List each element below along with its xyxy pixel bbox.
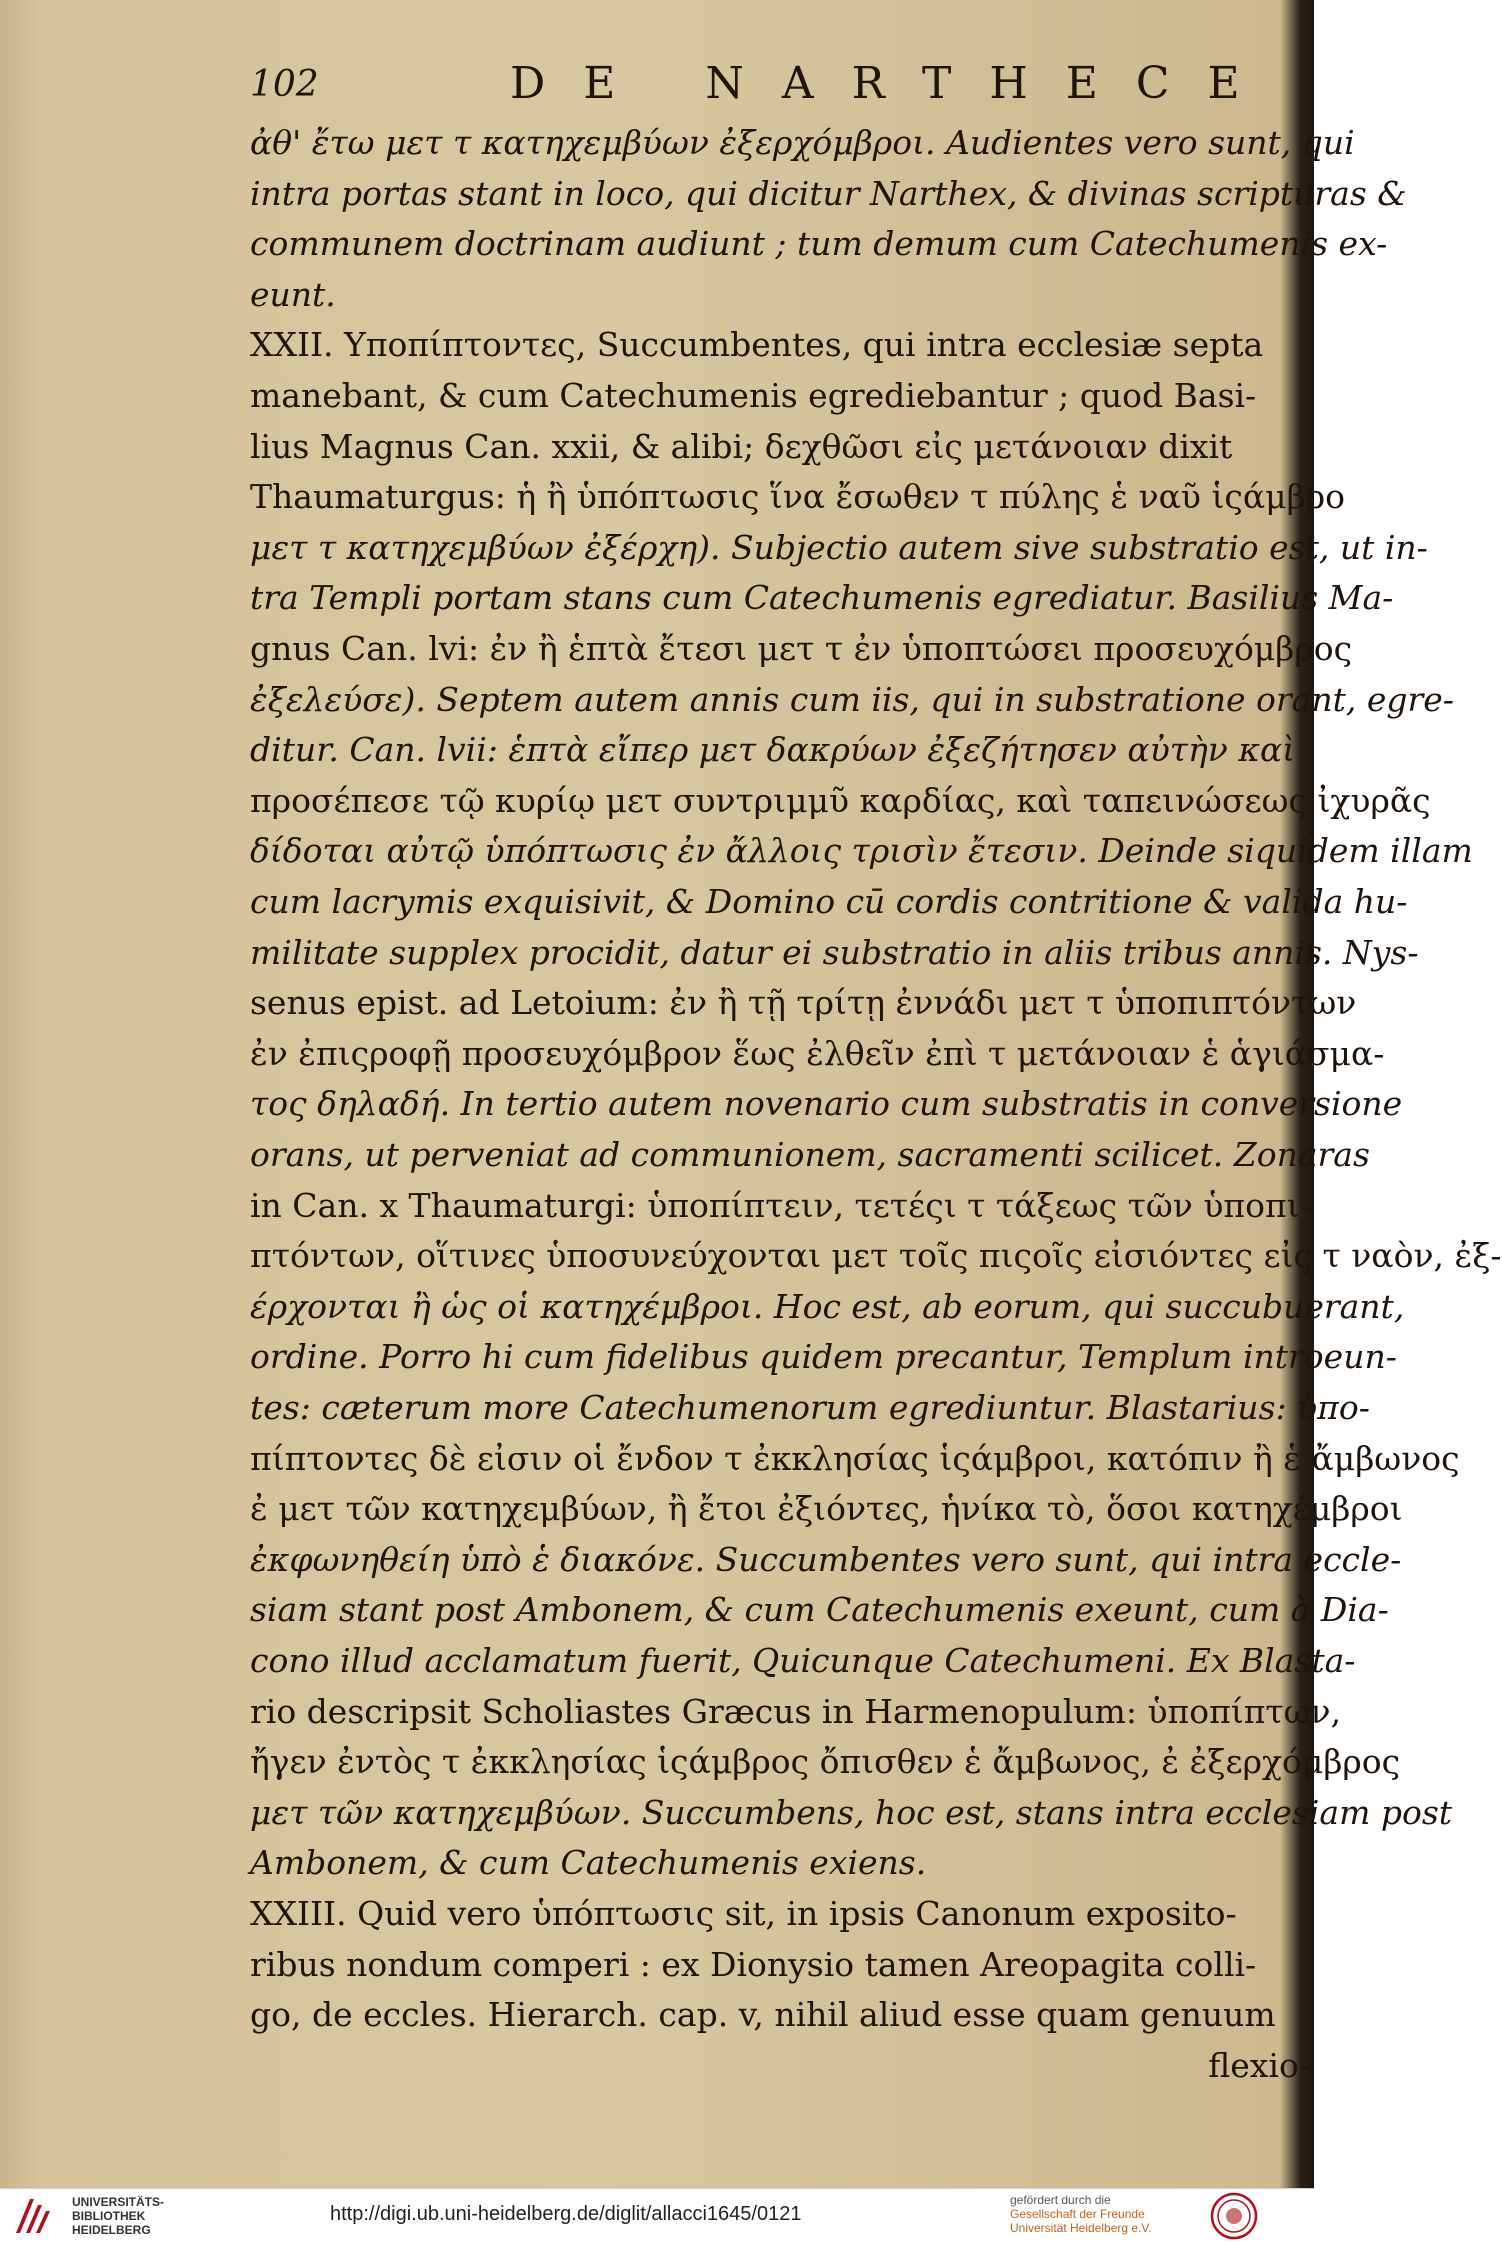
text-line: intra portas stant in loco, qui dicitur Narthex, & divinas scripturas &	[250, 173, 1407, 213]
text-line: ἀθ' ἔτω μετ τ κατηχεμβύων ἐξερχόμβροι. Audientes vero sunt, qui	[250, 123, 1355, 162]
text-line: XXIII. Quid vero ὑπόπτωσις sit, in ipsis Canonum exposito-	[250, 1894, 1237, 1933]
library-logo-icon	[12, 2195, 52, 2237]
sponsor-credit	[1010, 2193, 1152, 2235]
text-line: gnus Can. lvi: ἐν ἢ ἑπτὰ ἔτεσι μετ τ ἐν ὑποπτώσει προσευχόμβρος	[250, 629, 1353, 668]
text-line: προσέπεσε τῷ κυρίῳ μετ συντριμμῦ καρδίας, καὶ ταπεινώσεως ἰχυρᾶς	[250, 780, 1431, 820]
text-line: cono illud acclamatum fuerit, Quicunque Catechumeni. Ex Blasta-	[250, 1641, 1356, 1680]
text-line: πτόντων, οἵτινες ὑποσυνεύχονται μετ τοῖς πιςοῖς εἰσιόντες εἰς τ ναὸν, ἐξ-	[250, 1236, 1502, 1276]
permalink-url[interactable]: http://digi.ub.uni-heidelberg.de/diglit/allacci1645/0121	[330, 2203, 802, 2225]
text-line: in Can. x Thaumaturgi: ὑποπίπτειν, τετέςι τ τάξεως τῶν ὑποπι-	[250, 1185, 1311, 1225]
text-line: lius Magnus Can. xxii, & alibi; δεχθῶσι εἰς μετάνοιαν dixit	[250, 426, 1233, 466]
text-line: ἤγεν ἐντὸς τ ἐκκλησίας ἱςάμβρος ὄπισθεν ἑ ἄμβωνος, ἐ ἐξερχόμβρος	[250, 1742, 1401, 1782]
text-line: ἐκφωνηθείη ὑπὸ ἑ διακόνε. Succumbentes vero sunt, qui intra eccle-	[250, 1539, 1402, 1579]
sponsor-name-line: Universität Heidelberg e.V.	[1010, 2221, 1152, 2235]
text-line: orans, ut perveniat ad communionem, sacramenti scilicet. Zonaras	[250, 1135, 1370, 1174]
text-line: militate supplex procidit, datur ei substratio in aliis tribus annis. Nys-	[250, 932, 1419, 972]
page-number: 102	[250, 64, 319, 105]
running-title: DE NARTHECE	[510, 58, 1278, 109]
text-line: siam stant post Ambonem, & cum Catechumenis exeunt, cum à Dia-	[250, 1590, 1389, 1630]
page-header	[250, 58, 1310, 118]
viewer-footer	[0, 2188, 1314, 2243]
text-line: ribus nondum comperi : ex Dionysio tamen Areopagita colli-	[250, 1944, 1257, 1984]
text-line: tra Templi portam stans cum Catechumenis egrediatur. Basilius Ma-	[250, 578, 1394, 618]
text-line: senus epist. ad Letoium: ἐν ἢ τῇ τρίτῃ ἐννάδι μετ τ ὑποπιπτόντων	[250, 983, 1357, 1023]
text-line: cum lacrymis exquisivit, & Domino cū cordis contritione & valida hu-	[250, 882, 1408, 921]
text-line: μετ τ κατηχεμβύων ἐξέρχη). Subjectio autem sive substratio est, ut in-	[250, 527, 1428, 567]
text-line: flexio-	[1208, 2045, 1310, 2085]
text-line: eunt.	[250, 274, 336, 314]
text-line: μετ τῶν κατηχεμβύων. Succumbens, hoc est, stans intra ecclesiam post	[250, 1792, 1453, 1832]
library-line: HEIDELBERG	[72, 2223, 151, 2237]
text-line: go, de eccles. Hierarch. cap. v, nihil aliud esse quam genuum	[250, 1995, 1276, 2035]
text-line: δίδοται αὐτῷ ὑπόπτωσις ἐν ἄλλοις τρισὶν ἔτεσιν. Deinde siquidem illam	[250, 831, 1473, 871]
text-line: tes: cæterum more Catechumenorum egrediuntur. Blastarius: ὑπο-	[250, 1388, 1370, 1427]
text-line: ordine. Porro hi cum fidelibus quidem precantur, Templum introeun-	[250, 1337, 1397, 1377]
university-seal-icon	[1210, 2192, 1258, 2240]
library-name	[72, 2195, 164, 2237]
text-line: rio descripsit Scholiastes Græcus in Harmenopulum: ὑποπίπτων,	[250, 1691, 1342, 1731]
text-line: ἐν ἐπιςροφῇ προσευχόμβρον ἕως ἐλθεῖν ἐπὶ τ μετάνοιαν ἑ ἁγιάσμα-	[250, 1033, 1385, 1073]
text-line: ditur. Can. lvii: ἑπτὰ εἴπερ μετ δακρύων ἐξεζήτησεν αὐτὴν καὶ	[250, 730, 1296, 770]
text-line: manebant, & cum Catechumenis egrediebantur ; quod Basi-	[250, 376, 1257, 415]
text-line: έρχονται ἢ ὡς οἱ κατηχέμβροι. Hoc est, ab eorum, qui succubuerant,	[250, 1286, 1405, 1326]
library-line: UNIVERSITÄTS-	[72, 2195, 165, 2209]
sponsor-name-line: Gesellschaft der Freunde	[1010, 2207, 1145, 2221]
text-line: τος δηλαδή. In tertio autem novenario cum substratis in conversione	[250, 1084, 1403, 1124]
sponsor-label: gefördert durch die	[1010, 2193, 1111, 2207]
text-line: ἐξελεύσε). Septem autem annis cum iis, qui in substratione orant, egre-	[250, 679, 1454, 719]
library-line: BIBLIOTHEK	[72, 2209, 146, 2223]
text-line: communem doctrinam audiunt ; tum demum cum Catechumenis ex-	[250, 224, 1388, 264]
text-line: ἐ μετ τῶν κατηχεμβύων, ἢ ἔτοι ἐξιόντες, ἡνίκα τὸ, ὅσοι κατηχέμβροι	[250, 1489, 1403, 1529]
book-page	[250, 40, 1502, 2188]
text-line: XXII. Υποπίπτοντες, Succumbentes, qui intra ecclesiæ septa	[250, 325, 1264, 365]
text-line: Thaumaturgus: ἡ ἢ ὑπόπτωσις ἵνα ἔσωθεν τ πύλης ἑ ναῦ ἱςάμβρο	[250, 477, 1345, 517]
text-line: Ambonem, & cum Catechumenis exiens.	[250, 1843, 927, 1883]
text-line: πίπτοντες δὲ εἰσιν οἱ ἔνδον τ ἐκκλησίας ἱςάμβροι, κατόπιν ἢ ἑ ἄμβωνος	[250, 1438, 1460, 1478]
